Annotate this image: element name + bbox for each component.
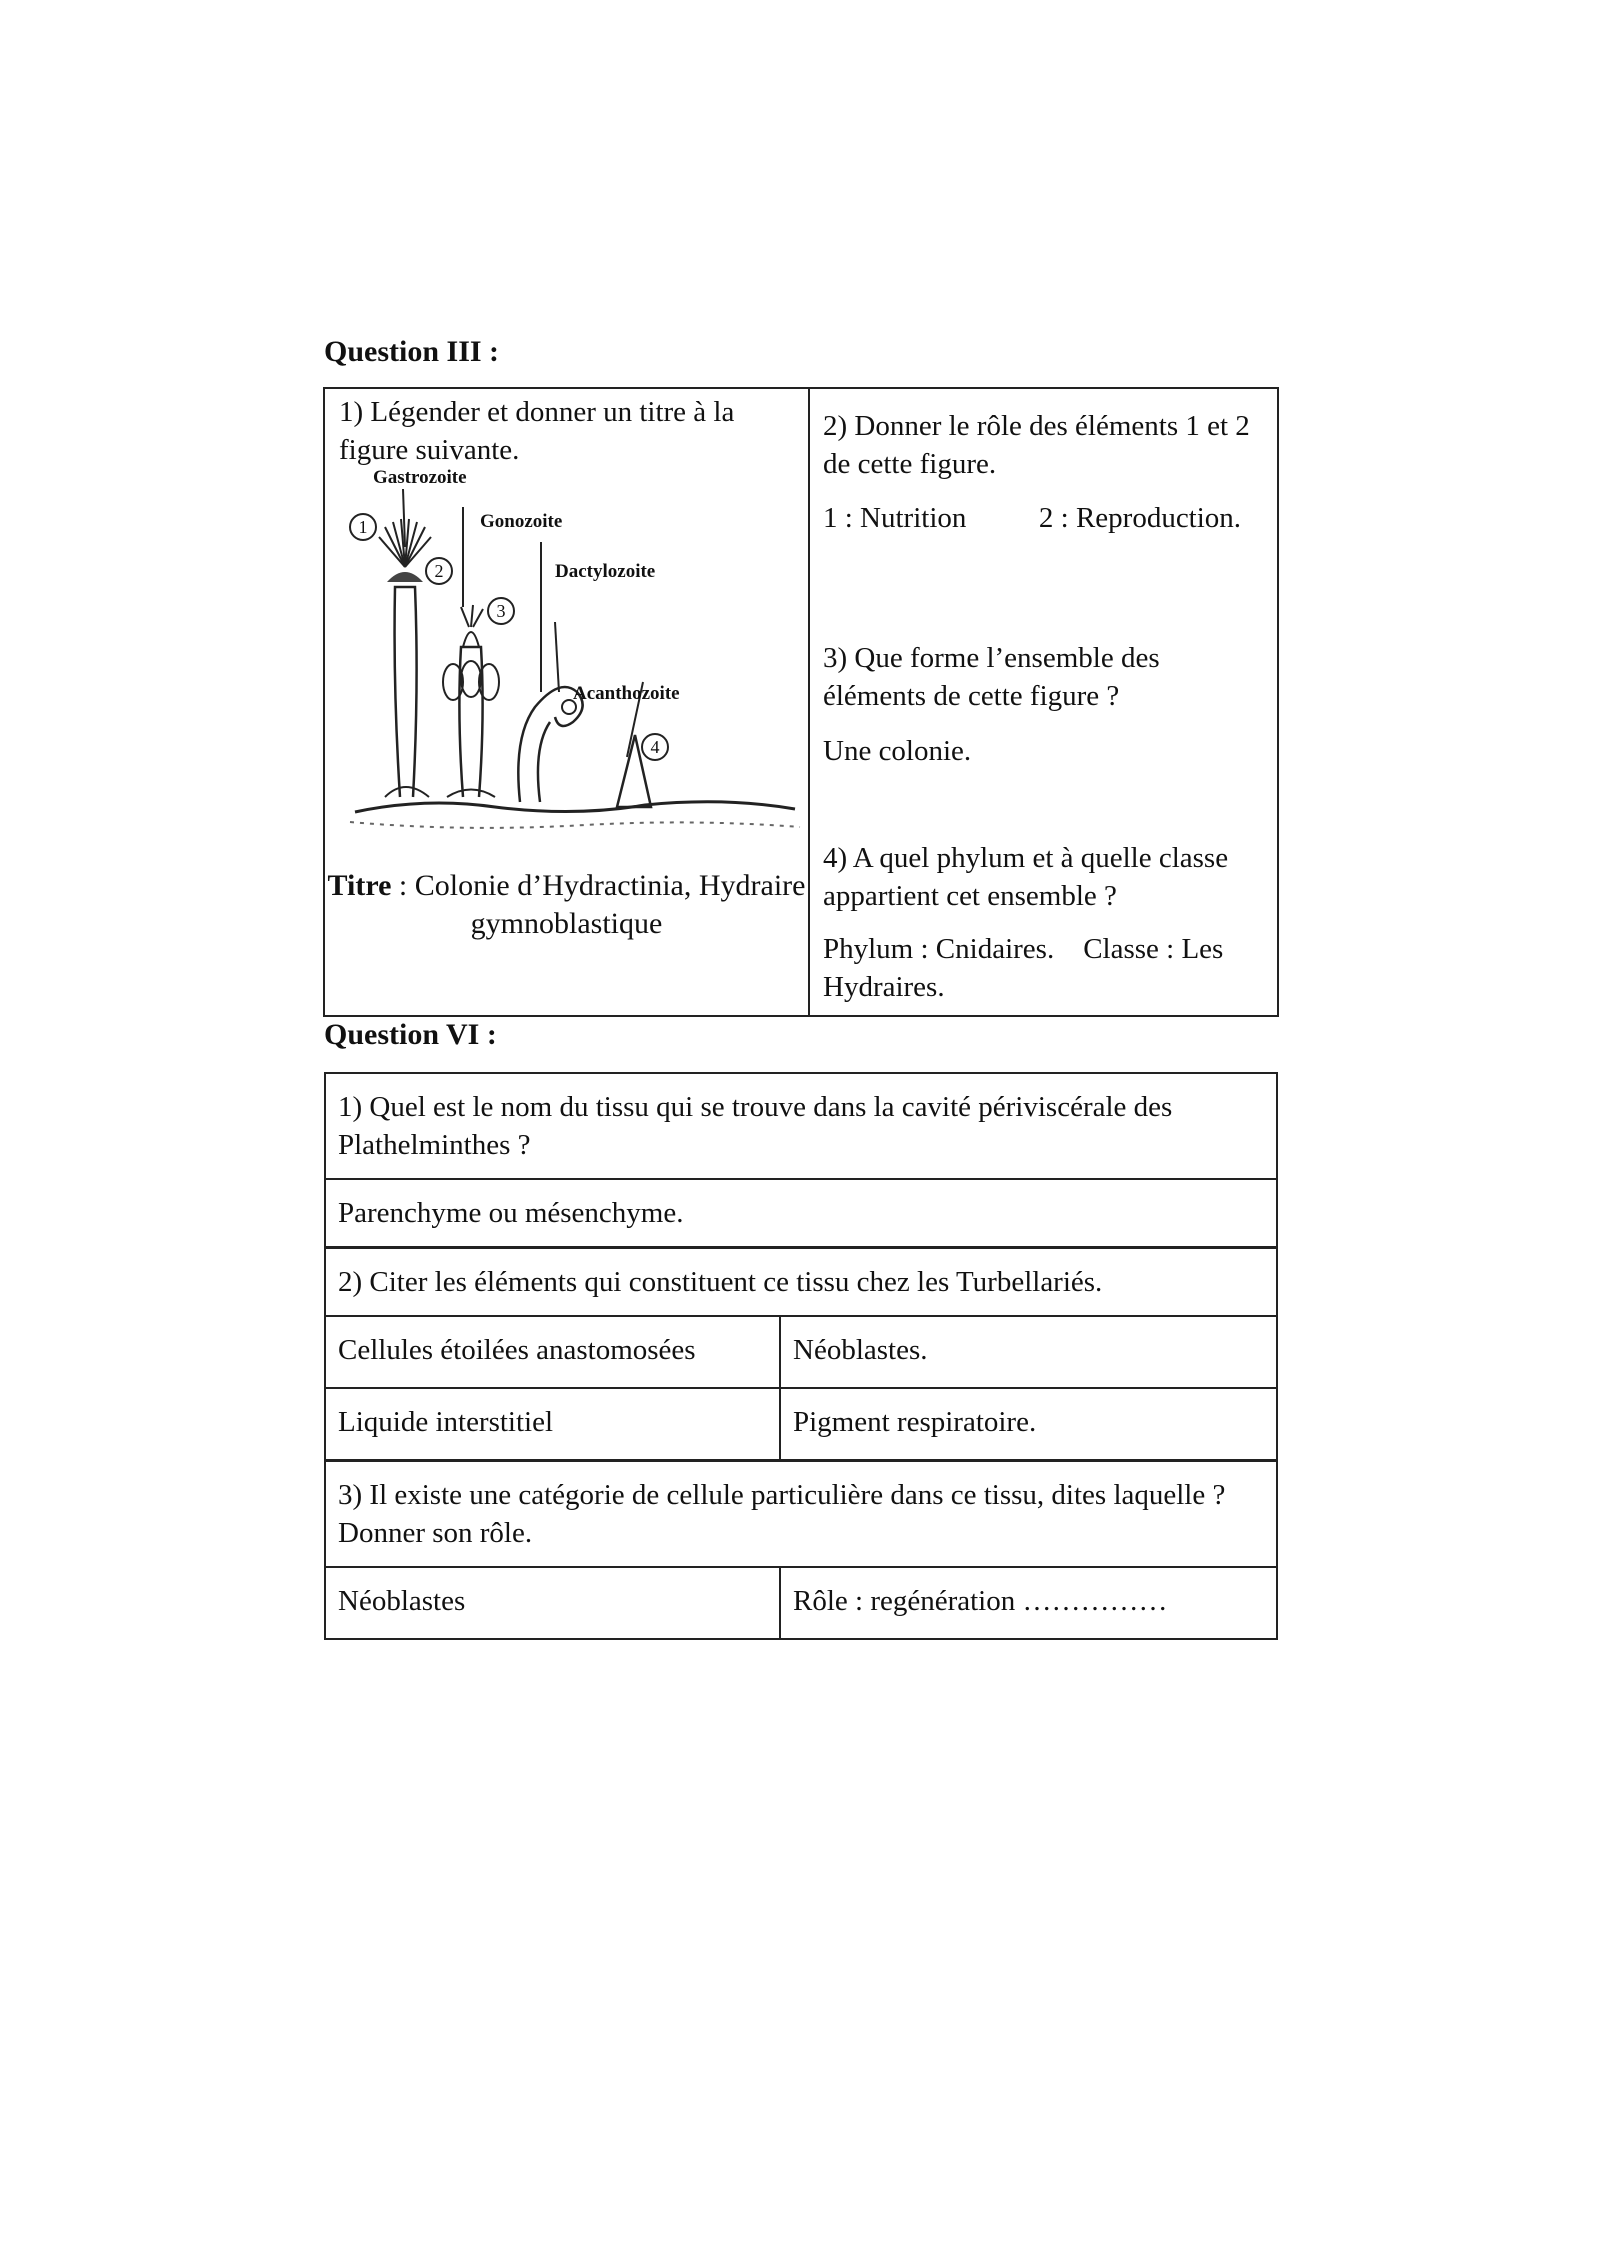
table-cell: Néoblastes — [326, 1568, 781, 1638]
figure-number-1: 1 — [358, 517, 368, 537]
hydractinia-colony-figure — [345, 467, 805, 842]
table-cell: Néoblastes. — [793, 1334, 928, 1366]
q6-part3-prompt: 3) Il existe une catégorie de cellule particulière dans ce tissu, dites laquelle ? Donner son rôle. — [326, 1462, 1276, 1568]
question-6-table — [324, 1072, 1278, 1640]
label-gonozoite: Gonozoite — [480, 511, 563, 532]
title-label: Titre — [327, 869, 392, 902]
q3-part4-prompt: 4) A quel phylum et à quelle classe appartient cet ensemble ? — [823, 842, 1229, 912]
table-cell: Liquide interstitiel — [326, 1389, 781, 1459]
label-dactylozoite: Dactylozoite — [555, 561, 656, 582]
figure-title — [325, 867, 808, 943]
q6-part2-prompt: 2) Citer les éléments qui constituent ce tissu chez les Turbellariés. — [326, 1249, 1276, 1317]
table-cell: Cellules étoilées anastomosées — [326, 1317, 781, 1387]
q3-part2-answer: 1 : Nutrition 2 : Reproduction. — [823, 502, 1242, 534]
figure-prompt: 1) Légender et donner un titre à la figure suivante. — [339, 396, 735, 466]
table-cell: Pigment respiratoire. — [793, 1406, 1037, 1438]
table-divider — [808, 389, 810, 1015]
table-row — [326, 1317, 1276, 1389]
label-gastrozoite: Gastrozoite — [373, 467, 467, 488]
table-cell: Rôle : regénération …………… — [793, 1585, 1168, 1617]
question-6-heading: Question VI : — [324, 1018, 497, 1051]
table-row — [326, 1389, 1276, 1462]
question-3-heading: Question III : — [324, 335, 500, 368]
question-3-table — [323, 387, 1279, 1017]
table-row — [326, 1568, 1276, 1638]
q6-part1-answer: Parenchyme ou mésenchyme. — [326, 1180, 1276, 1249]
q3-part2-prompt: 2) Donner le rôle des éléments 1 et 2 de cette figure. — [823, 410, 1250, 480]
figure-number-4: 4 — [650, 737, 660, 757]
title-text: : Colonie d’Hydractinia, Hydraire gymnoblastique — [391, 869, 806, 940]
figure-number-2: 2 — [434, 561, 444, 581]
q3-part3-prompt: 3) Que forme l’ensemble des éléments de cette figure ? — [823, 642, 1160, 712]
q3-part3-answer: Une colonie. — [823, 735, 972, 767]
label-acanthozoite: Acanthozoite — [573, 683, 680, 704]
figure-number-3: 3 — [496, 601, 506, 621]
q3-part4-answer: Phylum : Cnidaires. Classe : Les Hydraires. — [823, 933, 1231, 1003]
q6-part1-prompt: 1) Quel est le nom du tissu qui se trouve dans la cavité périviscérale des Plathelminthes ? — [326, 1074, 1276, 1180]
